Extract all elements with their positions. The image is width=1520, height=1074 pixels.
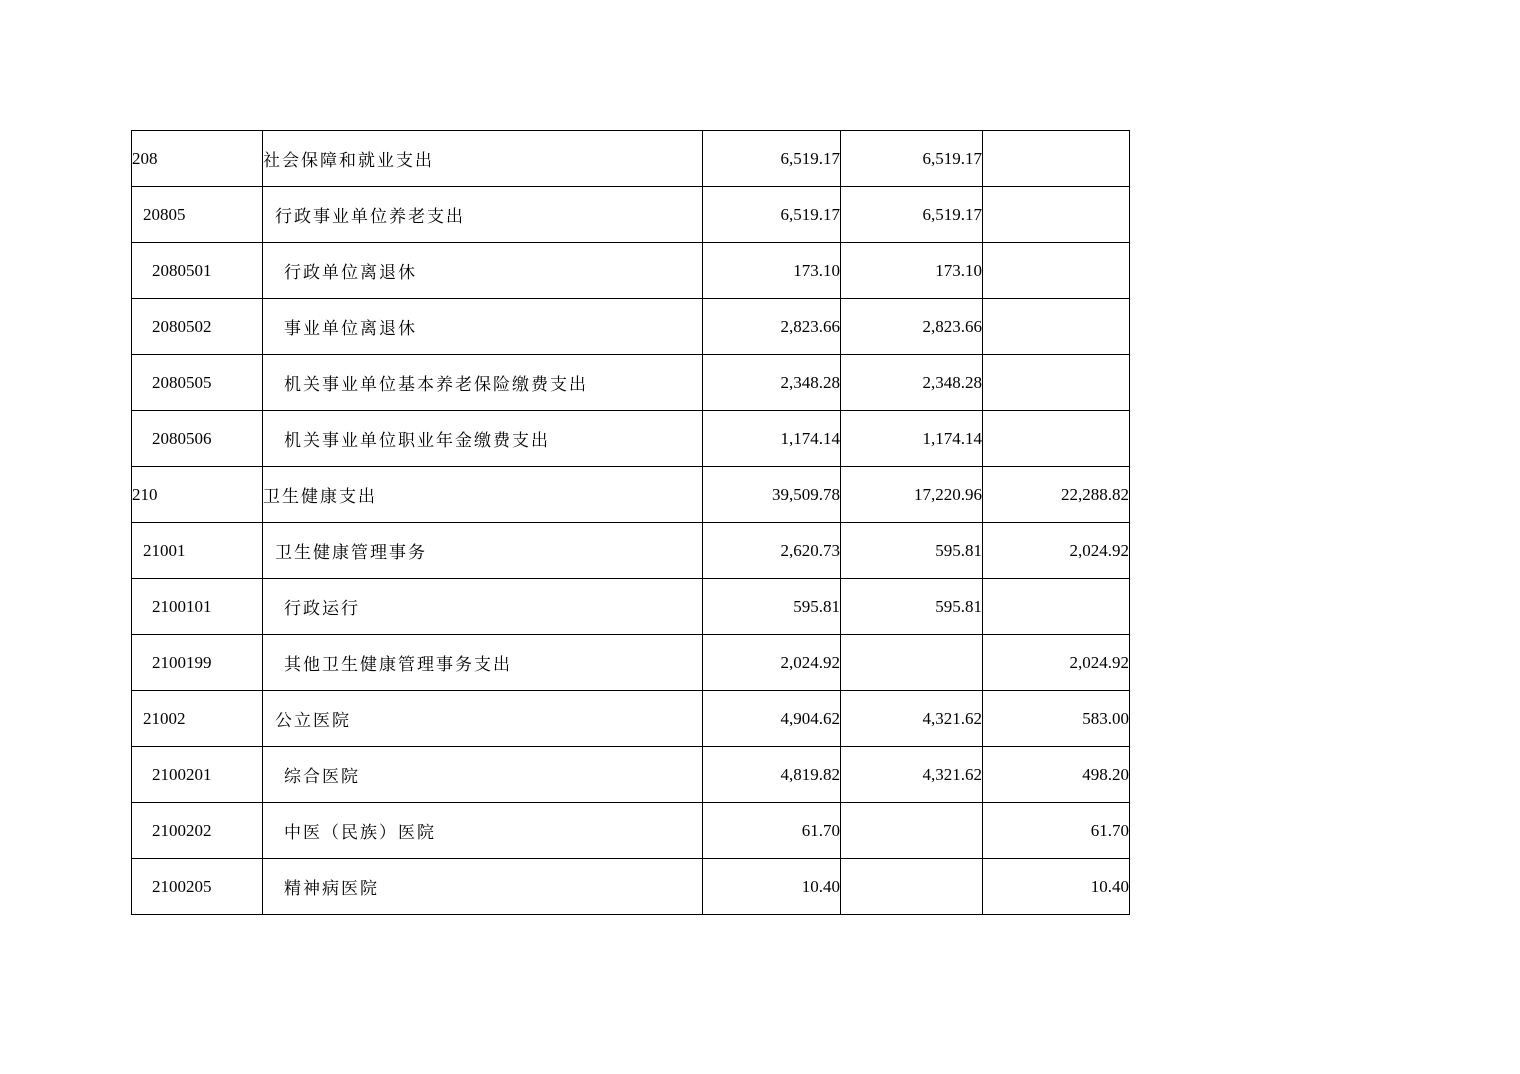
basic-expenditure-cell: 17,220.96: [841, 467, 983, 523]
total-amount-cell: 2,348.28: [703, 355, 841, 411]
table-body: [132, 131, 1130, 915]
subject-name-cell: 事业单位离退休: [263, 299, 703, 355]
project-expenditure-cell: [983, 579, 1130, 635]
project-expenditure-cell: 61.70: [983, 803, 1130, 859]
total-amount-cell: 173.10: [703, 243, 841, 299]
project-expenditure-cell: 10.40: [983, 859, 1130, 915]
subject-name-cell: 社会保障和就业支出: [263, 131, 703, 187]
budget-expenditure-table: [131, 130, 1130, 915]
basic-expenditure-cell: [841, 635, 983, 691]
table-row: [132, 579, 1130, 635]
total-amount-cell: 2,024.92: [703, 635, 841, 691]
total-amount-cell: 595.81: [703, 579, 841, 635]
table-row: [132, 747, 1130, 803]
project-expenditure-cell: 22,288.82: [983, 467, 1130, 523]
basic-expenditure-cell: 2,823.66: [841, 299, 983, 355]
basic-expenditure-cell: 2,348.28: [841, 355, 983, 411]
project-expenditure-cell: 2,024.92: [983, 523, 1130, 579]
subject-name-cell: 其他卫生健康管理事务支出: [263, 635, 703, 691]
table-row: [132, 691, 1130, 747]
subject-code-cell: 2080501: [132, 243, 263, 299]
subject-name-cell: 行政单位离退休: [263, 243, 703, 299]
basic-expenditure-cell: [841, 803, 983, 859]
subject-name-cell: 机关事业单位基本养老保险缴费支出: [263, 355, 703, 411]
subject-name-cell: 行政事业单位养老支出: [263, 187, 703, 243]
table-row: [132, 635, 1130, 691]
project-expenditure-cell: 498.20: [983, 747, 1130, 803]
total-amount-cell: 4,819.82: [703, 747, 841, 803]
subject-code-cell: 2100202: [132, 803, 263, 859]
total-amount-cell: 2,823.66: [703, 299, 841, 355]
subject-code-cell: 2080506: [132, 411, 263, 467]
basic-expenditure-cell: 6,519.17: [841, 131, 983, 187]
subject-code-cell: 2100199: [132, 635, 263, 691]
project-expenditure-cell: [983, 411, 1130, 467]
subject-code-cell: 21002: [132, 691, 263, 747]
subject-code-cell: 2100205: [132, 859, 263, 915]
table-row: [132, 523, 1130, 579]
table-row: [132, 243, 1130, 299]
subject-code-cell: 2100101: [132, 579, 263, 635]
basic-expenditure-cell: [841, 859, 983, 915]
subject-code-cell: 210: [132, 467, 263, 523]
subject-name-cell: 行政运行: [263, 579, 703, 635]
subject-code-cell: 208: [132, 131, 263, 187]
total-amount-cell: 6,519.17: [703, 131, 841, 187]
subject-name-cell: 卫生健康管理事务: [263, 523, 703, 579]
subject-name-cell: 公立医院: [263, 691, 703, 747]
subject-code-cell: 20805: [132, 187, 263, 243]
subject-name-cell: 卫生健康支出: [263, 467, 703, 523]
project-expenditure-cell: [983, 187, 1130, 243]
total-amount-cell: 2,620.73: [703, 523, 841, 579]
subject-name-cell: 机关事业单位职业年金缴费支出: [263, 411, 703, 467]
basic-expenditure-cell: 4,321.62: [841, 747, 983, 803]
subject-code-cell: 2080502: [132, 299, 263, 355]
table-row: [132, 355, 1130, 411]
total-amount-cell: 39,509.78: [703, 467, 841, 523]
subject-code-cell: 21001: [132, 523, 263, 579]
total-amount-cell: 1,174.14: [703, 411, 841, 467]
project-expenditure-cell: 2,024.92: [983, 635, 1130, 691]
project-expenditure-cell: [983, 355, 1130, 411]
total-amount-cell: 6,519.17: [703, 187, 841, 243]
basic-expenditure-cell: 6,519.17: [841, 187, 983, 243]
table-row: [132, 859, 1130, 915]
subject-code-cell: 2080505: [132, 355, 263, 411]
table-row: [132, 299, 1130, 355]
table-row: [132, 411, 1130, 467]
basic-expenditure-cell: 1,174.14: [841, 411, 983, 467]
table-row: [132, 187, 1130, 243]
total-amount-cell: 4,904.62: [703, 691, 841, 747]
subject-name-cell: 精神病医院: [263, 859, 703, 915]
table-row: [132, 131, 1130, 187]
subject-name-cell: 中医（民族）医院: [263, 803, 703, 859]
basic-expenditure-cell: 595.81: [841, 579, 983, 635]
total-amount-cell: 10.40: [703, 859, 841, 915]
total-amount-cell: 61.70: [703, 803, 841, 859]
subject-code-cell: 2100201: [132, 747, 263, 803]
project-expenditure-cell: [983, 243, 1130, 299]
table-row: [132, 803, 1130, 859]
project-expenditure-cell: 583.00: [983, 691, 1130, 747]
subject-name-cell: 综合医院: [263, 747, 703, 803]
project-expenditure-cell: [983, 299, 1130, 355]
basic-expenditure-cell: 595.81: [841, 523, 983, 579]
project-expenditure-cell: [983, 131, 1130, 187]
table-row: [132, 467, 1130, 523]
basic-expenditure-cell: 4,321.62: [841, 691, 983, 747]
basic-expenditure-cell: 173.10: [841, 243, 983, 299]
